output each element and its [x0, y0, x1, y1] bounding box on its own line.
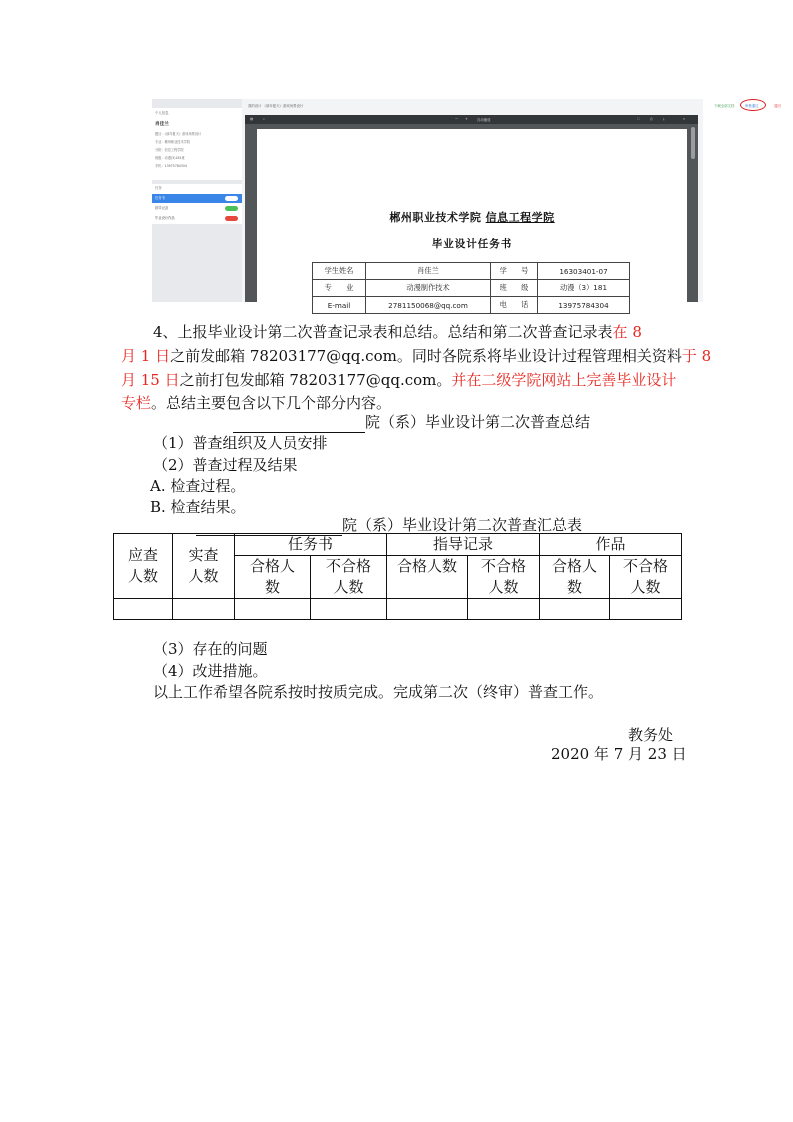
screenshot-topbar [244, 99, 781, 111]
fill-blank[interactable] [233, 416, 365, 433]
badge [225, 206, 238, 211]
table-cell: 学 号 [491, 263, 538, 280]
return-link[interactable]: 退回 [774, 104, 781, 108]
text: 之前打包发邮箱 78203177@qq.com。 [179, 371, 452, 389]
paragraph-line [121, 369, 676, 391]
profile-card [152, 108, 242, 180]
list-item: （3）存在的问题 [153, 640, 268, 658]
more-icon[interactable]: » [683, 117, 686, 121]
header-task-book: 任务书 [235, 534, 387, 556]
red-text: 专栏 [121, 394, 152, 412]
embedded-screenshot [152, 99, 781, 310]
table-row [114, 534, 682, 556]
text: 之前发邮箱 78203177@qq.com。同时各院系将毕业设计过程管理相关资料 [170, 347, 682, 365]
red-text: 月 1 日 [121, 347, 171, 365]
pdf-viewer [245, 115, 698, 310]
annotation-circle [740, 99, 766, 111]
table-row [313, 280, 630, 297]
list-item: （1）普查组织及人员安排 [153, 434, 328, 452]
fullscreen-icon[interactable]: ⛶ [637, 117, 640, 121]
zoom-in-icon[interactable]: + [465, 117, 468, 121]
info-line: 分院：信息工程学院 [155, 148, 184, 152]
list-item: B. 检查结果。 [150, 498, 246, 516]
task-menu [152, 184, 242, 224]
table-row [313, 297, 630, 314]
signer: 教务处 [628, 726, 674, 744]
header-work-pass: 合格人 数 [540, 556, 610, 599]
header-work: 作品 [540, 534, 682, 556]
header-should-check: 应查 人数 [114, 534, 173, 599]
menu-item-guide-record[interactable] [152, 204, 242, 213]
info-line: 手机：13975784304 [155, 164, 187, 168]
header-guide-record: 指导记录 [387, 534, 540, 556]
table-cell[interactable] [114, 599, 173, 620]
table-cell: 13975784304 [538, 297, 630, 314]
table-cell[interactable] [311, 599, 387, 620]
table-row-empty [114, 599, 682, 620]
student-info-table [312, 262, 630, 314]
print-icon[interactable]: ⎙ [650, 117, 653, 121]
text: 院（系）毕业设计第二次普查汇总表 [342, 516, 583, 534]
paragraph-line [153, 321, 642, 343]
header-task-fail: 不合格 人数 [311, 556, 387, 599]
zoom-out-icon[interactable]: − [455, 117, 458, 121]
red-text: 月 15 日 [121, 371, 180, 389]
zoom-select[interactable]: 自动缩放 [477, 118, 491, 122]
text: 院（系）毕业设计第二次普查总结 [365, 413, 591, 431]
menu-item-label: 指导记录 [155, 206, 169, 210]
list-item: A. 检查过程。 [150, 477, 246, 495]
doc-title-school: 郴州职业技术学院 [389, 211, 482, 224]
header-actual-check: 实查 人数 [173, 534, 235, 599]
table-cell: 动漫（3）181 [538, 280, 630, 297]
table-cell[interactable] [540, 599, 610, 620]
download-icon[interactable]: ⤓ [663, 117, 665, 121]
student-name: 肖佳兰 [155, 122, 169, 127]
table-cell[interactable] [173, 599, 235, 620]
list-item: （4）改进措施。 [153, 662, 268, 680]
breadcrumb: 我的设计 《那年夏天》游戏场景设计 [248, 104, 304, 108]
header-task-pass: 合格人 数 [235, 556, 311, 599]
table-cell: 电 话 [491, 297, 538, 314]
closing-line: 以上工作希望各院系按时按质完成。完成第二次（终审）普查工作。 [153, 683, 604, 701]
text: 。总结主要包含以下几个部分内容。 [151, 394, 392, 412]
viewer-scrollbar[interactable] [691, 127, 695, 159]
list-item: （2）普查过程及结果 [153, 456, 298, 474]
menu-item-label: 任务书 [155, 196, 165, 200]
header-guide-pass: 合格人数 [387, 556, 468, 599]
download-all-link[interactable]: 下载全部文档 [714, 104, 735, 108]
info-line: 题目：《那年夏天》游戏场景设计 [155, 132, 202, 136]
table-cell[interactable] [468, 599, 540, 620]
search-icon[interactable]: ⌕ [263, 117, 265, 121]
table-cell[interactable] [610, 599, 682, 620]
menu-item-label: 毕业设计作品 [155, 216, 175, 220]
pdf-page [257, 129, 687, 310]
summary-title [233, 411, 590, 433]
sidebar-toggle-icon[interactable]: ▤ [250, 117, 254, 121]
header-guide-fail: 不合格 人数 [468, 556, 540, 599]
info-line: 专业：郴州职业技术学院 [155, 140, 191, 144]
header-work-fail: 不合格 人数 [610, 556, 682, 599]
doc-subtitle: 毕业设计任务书 [431, 238, 513, 250]
table-cell: 学生姓名 [313, 263, 366, 280]
table-cell: 专 业 [313, 280, 366, 297]
table-cell: 2781150068@qq.com [366, 297, 491, 314]
menu-item-task-book[interactable] [152, 194, 242, 203]
table-cell[interactable] [387, 599, 468, 620]
paragraph-line [121, 345, 711, 367]
approve-link[interactable]: 审核通过 [745, 104, 759, 108]
menu-item-design-work[interactable] [152, 214, 242, 223]
profile-header: 个人信息 [155, 111, 169, 115]
red-text: 并在二级学院网站上完善毕业设计 [451, 371, 677, 389]
pdf-toolbar [245, 115, 698, 124]
table-cell[interactable] [235, 599, 311, 620]
badge [225, 196, 238, 201]
red-text: 于 8 [681, 347, 712, 365]
info-line: 班级：动漫(3)181班 [155, 156, 185, 160]
text: 4、上报毕业设计第二次普查记录表和总结。总结和第二次普查记录表 [153, 323, 613, 341]
red-text: 在 8 [612, 323, 642, 341]
badge [225, 216, 238, 221]
table-cell: 16303401-07 [538, 263, 630, 280]
summary-table [113, 533, 682, 620]
screenshot-sidebar [152, 99, 242, 302]
menu-header: 任务 [155, 186, 162, 190]
doc-title [257, 209, 687, 225]
table-cell: 动漫制作技术 [366, 280, 491, 297]
table-cell: E-mail [313, 297, 366, 314]
doc-title-college: 信息工程学院 [485, 211, 555, 224]
date: 2020 年 7 月 23 日 [551, 745, 687, 763]
table-row [313, 263, 630, 280]
table-cell: 肖佳兰 [366, 263, 491, 280]
table-cell: 班 级 [491, 280, 538, 297]
